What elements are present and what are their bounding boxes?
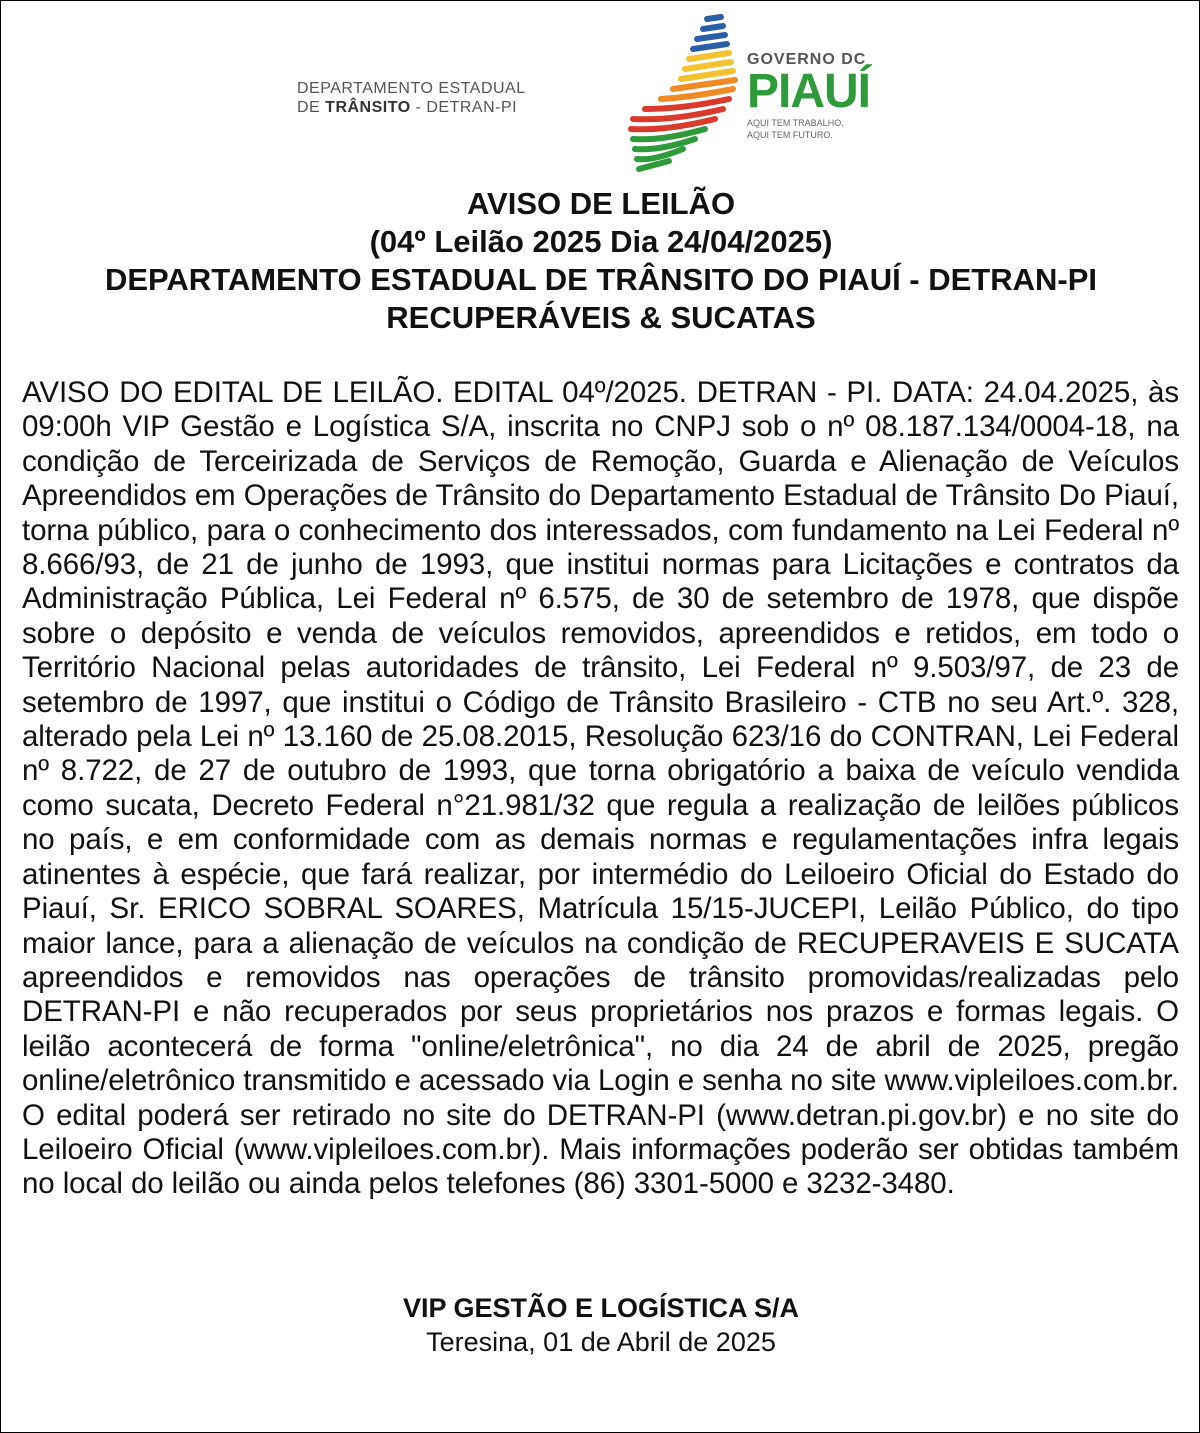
detran-logo-suffix: - DETRAN-PI bbox=[410, 99, 518, 116]
logo-bar bbox=[1, 1, 1200, 191]
governo-piaui-logo bbox=[747, 51, 917, 141]
slogan bbox=[747, 117, 917, 141]
stripe-blue-4 bbox=[693, 44, 727, 49]
detran-logo-prefix: DE bbox=[297, 99, 326, 116]
detran-logo-line2 bbox=[297, 98, 597, 117]
slogan-line2: AQUI TEM FUTURO. bbox=[747, 130, 833, 140]
slogan-line1: AQUI TEM TRABALHO. bbox=[747, 118, 844, 128]
stripe-blue-1 bbox=[707, 17, 721, 19]
stripe-blue-2 bbox=[703, 26, 723, 29]
place-date: Teresina, 01 de Abril de 2025 bbox=[426, 1327, 776, 1357]
company-name: VIP GESTÃO E LOGÍSTICA S/A bbox=[402, 1293, 800, 1323]
notice-body: AVISO DO EDITAL DE LEILÃO. EDITAL 04º/2025. DETRAN - PI. DATA: 24.04.2025, às 09:00h VIP Gestão e Logística S/A, inscrita no CNPJ sob o nº 08.187.134/0004-18, na condição de Terceirizada de Serviços de Remoção, Guarda e Alienação de Veículos Apreendidos em Operações de Trânsito do Departamento Estadual de Trânsito Do Piauí, torna público, para o conhecimento dos interessados, com fundamento na Lei Federal nº 8.666/93, de 21 de junho de 1993, que institui normas para Licitações e contratos da Administração Pública, Lei Federal nº 6.575, de 30 de setembro de 1978, que dispõe sobre o depósito e venda de veículos removidos, apreendidos e retidos, em todo o Território Nacional pelas autoridades de trânsito, Lei Federal nº 9.503/97, de 23 de setembro de 1997, que institui o Código de Trânsito Brasileiro - CTB no seu Art.º. 328, alterado pela Lei nº 13.160 de 25.08.2015, Resolução 623/16 do CONTRAN, Lei Federal nº 8.722, de 27 de outubro de 1993, que torna obrigatório a baixa de veículo vendida como sucata, Decreto Federal n°21.981/32 que regula a realização de leilões públicos no país, e em conformidade com as demais normas e regulamentações infra legais atinentes à espécie, que fará realizar, por intermédio do Leiloeiro Oficial do Estado do Piauí, Sr. ERICO SOBRAL SOARES, Matrícula 15/15-JUCEPI, Leilão Público, do tipo maior lance, para a alienação de veículos na condição de RECUPERAVEIS E SUCATA apreendidos e removidos nas operações de trânsito promovidas/realizadas pelo DETRAN-PI e não recuperados por seus proprietários nos prazos e formas legais. O leilão acontecerá de forma "online/eletrônica", no dia 24 de abril de 2025, pregão online/eletrônico transmitido e acessado via Login e senha no site www.vipleiloes.com.br. O edital poderá ser retirado no site do DETRAN-PI (www.detran.pi.gov.br) e no site do Leiloeiro Oficial (www.vipleiloes.com.br). Mais informações poderão ser obtidas também no local do leilão ou ainda pelos telefones (86) 3301-5000 e 3232-3480. bbox=[22, 376, 1179, 1201]
detran-logo-bold: TRÂNSITO bbox=[325, 99, 411, 116]
governo-label: GOVERNO DC bbox=[747, 51, 867, 68]
piaui-map-stripes-icon bbox=[623, 13, 747, 181]
agency-name: DEPARTAMENTO ESTADUAL DE TRÂNSITO DO PIAUÍ - DETRAN-PI bbox=[104, 262, 1098, 297]
lot-category: RECUPERÁVEIS & SUCATAS bbox=[386, 300, 816, 335]
stripe-yellow-1 bbox=[689, 53, 729, 59]
notice-header bbox=[1, 185, 1200, 337]
notice-subtitle: (04º Leilão 2025 Dia 24/04/2025) bbox=[369, 224, 833, 259]
detran-logo bbox=[297, 79, 597, 117]
piaui-label: PIAUÍ bbox=[747, 65, 871, 118]
stripe-yellow-2 bbox=[685, 62, 731, 69]
detran-logo-line1: DEPARTAMENTO ESTADUAL bbox=[297, 80, 526, 97]
stripe-blue-3 bbox=[697, 35, 725, 39]
notice-title: AVISO DE LEILÃO bbox=[466, 186, 736, 221]
stripe-yellow-3 bbox=[681, 71, 733, 79]
notice-footer bbox=[1, 1291, 1200, 1359]
